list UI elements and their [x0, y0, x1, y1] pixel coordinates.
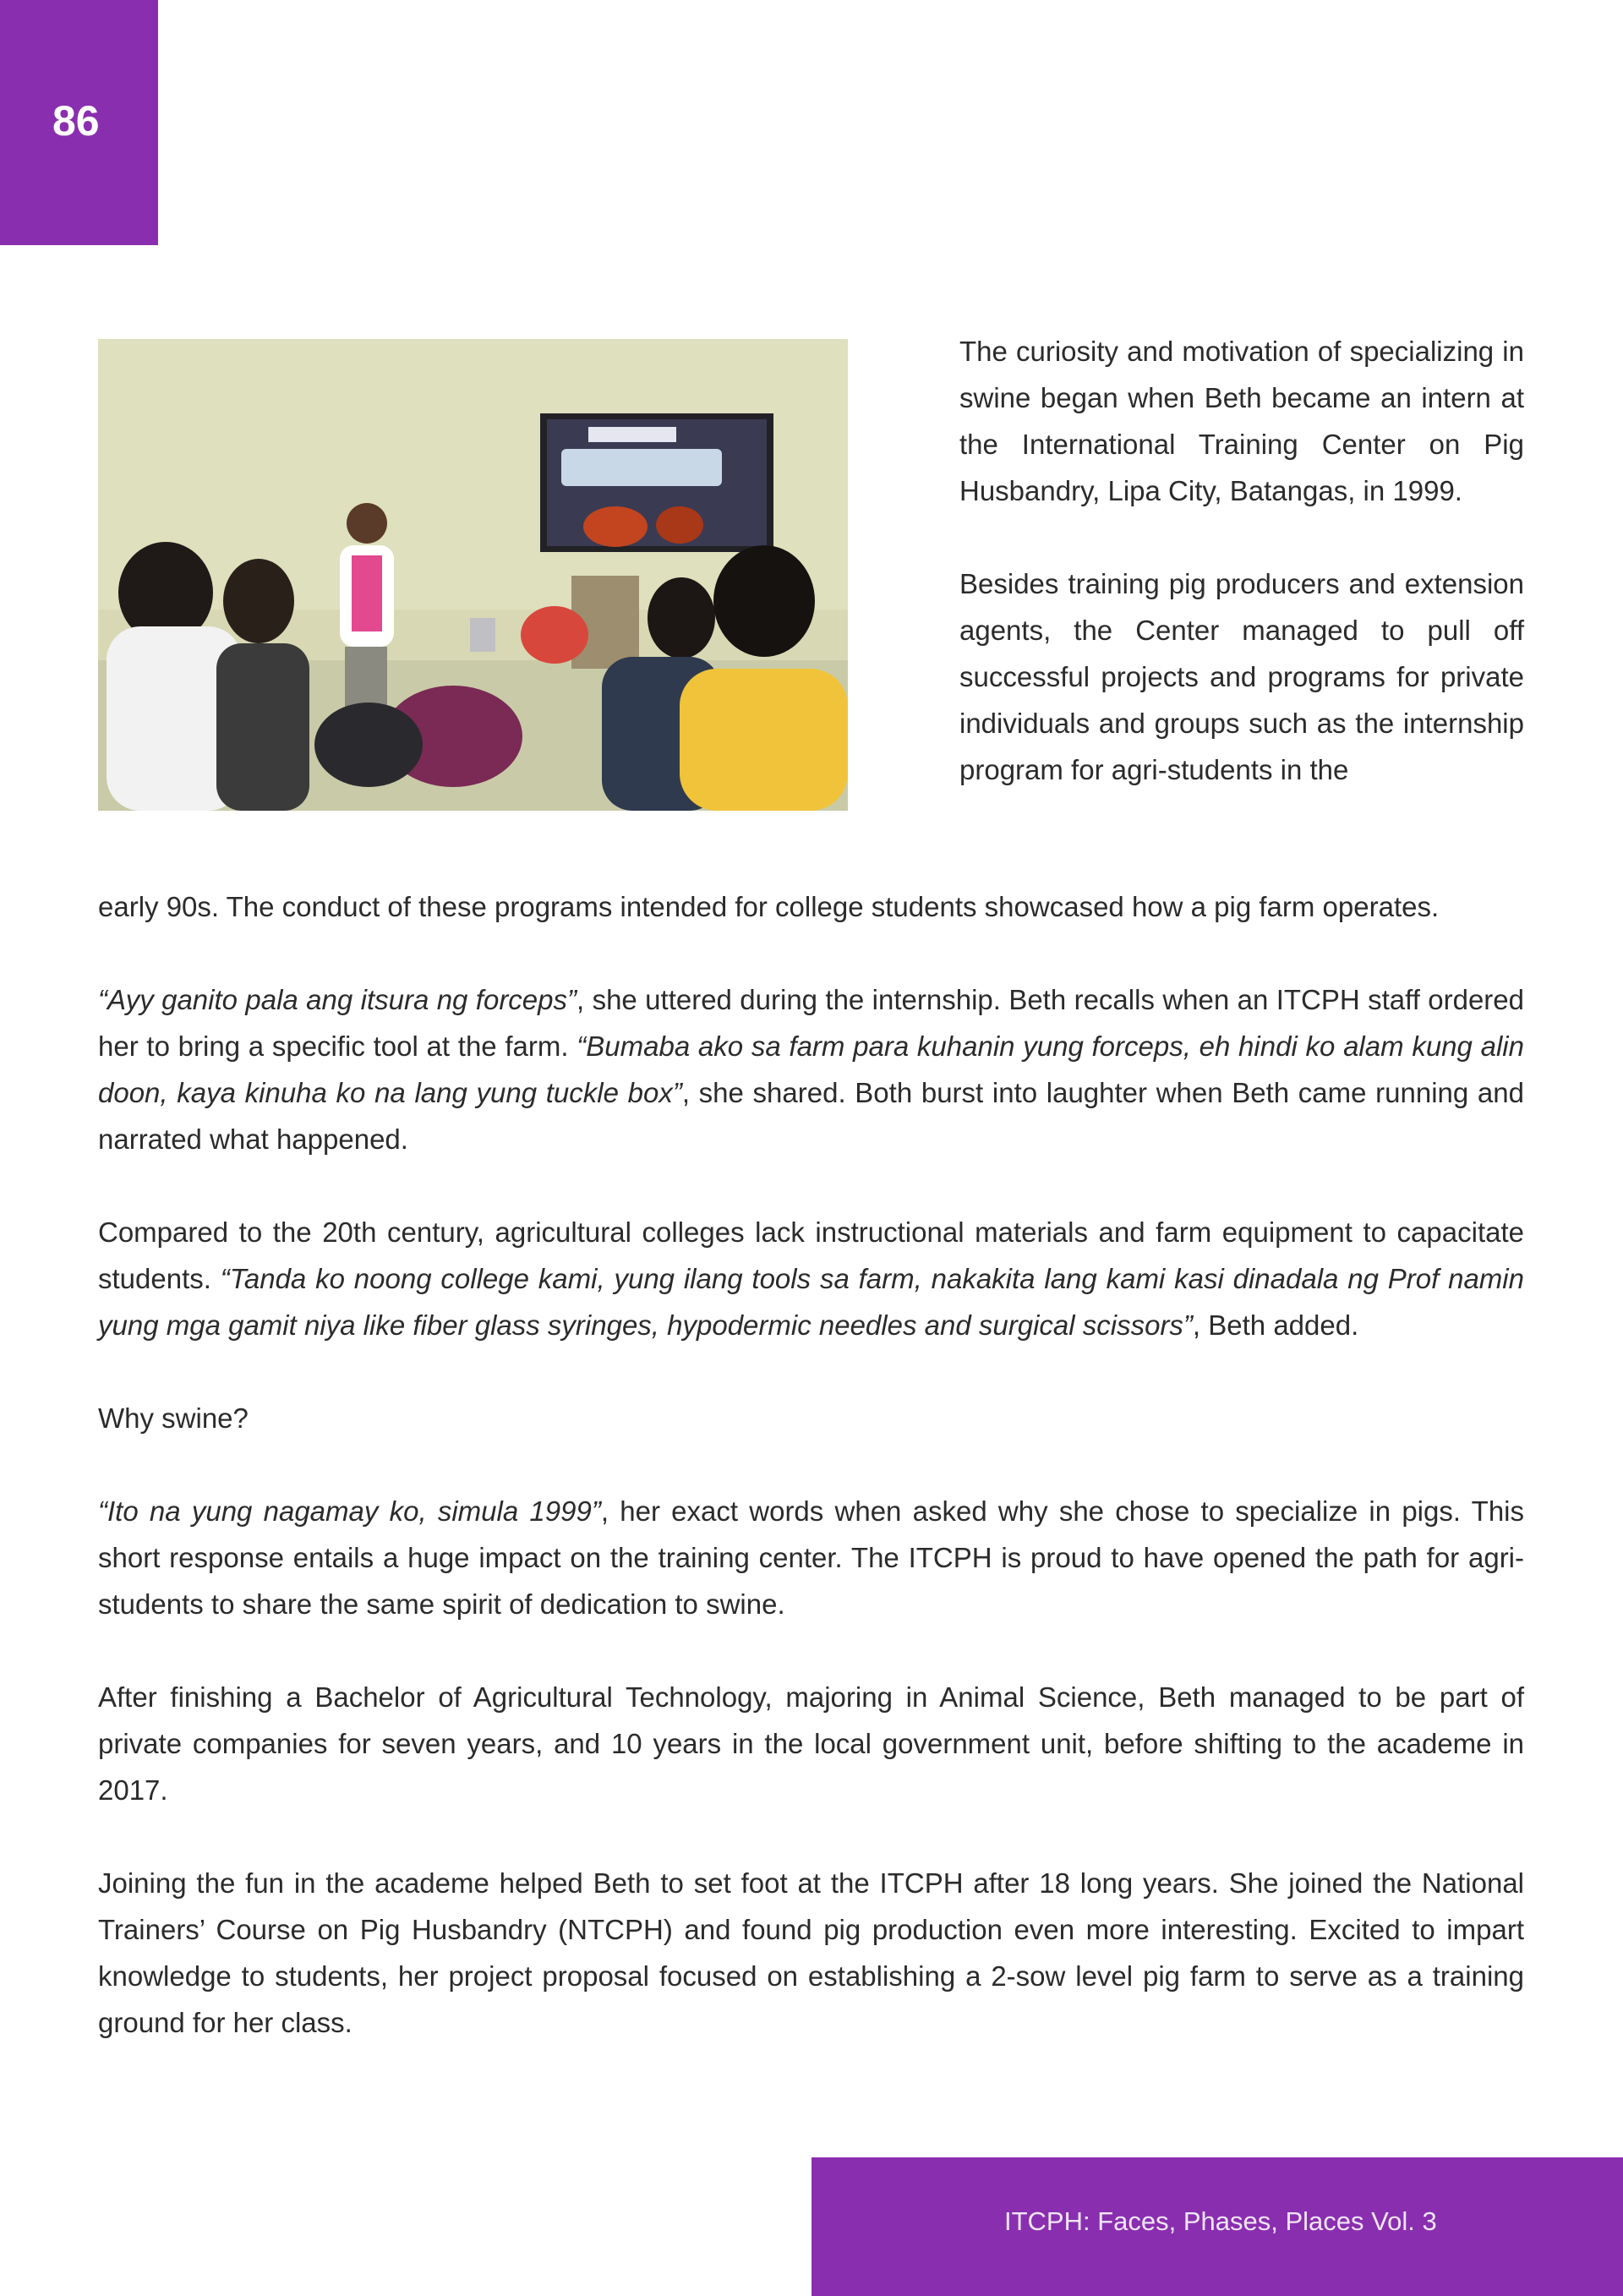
intro-column — [959, 328, 1524, 839]
article-body — [98, 883, 1524, 2092]
body-paragraph-5 — [98, 1488, 1524, 1627]
body-paragraph-3 — [98, 1209, 1524, 1348]
intro-paragraph-2: Besides training pig producers and extension agents, the Center managed to pull off successful projects and programs for private individuals and groups such as the internship program for agri-students in the — [959, 568, 1524, 785]
page-number: 86 — [52, 97, 100, 145]
body-paragraph-1: early 90s. The conduct of these programs intended for college students showcased how a pig farm operates. — [98, 891, 1440, 922]
body-paragraph-4: Why swine? — [98, 1402, 249, 1434]
body-paragraph-6: After finishing a Bachelor of Agricultural Technology, majoring in Animal Science, Beth managed to be part of private companies for seven years, and 10 years in the local government unit, before shifting to the academe in 2017. — [98, 1681, 1524, 1806]
page-number-tab — [0, 0, 158, 245]
body-text: Compared to the 20th century, agricultural colleges lack instructional materials and farm equipment to capacitate students. — [98, 1216, 1524, 1294]
classroom-photo — [98, 339, 848, 811]
body-text: , her exact words when asked why she chose to specialize in pigs. This short response entails a huge impact on the training center. The ITCPH is proud to have opened the path for agri-students to share the same spirit of dedication to swine. — [98, 1495, 1525, 1620]
body-text: , she shared. Both burst into laughter when Beth came running and narrated what happened. — [98, 1077, 1524, 1155]
quote-forceps: “Ayy ganito pala ang itsura ng forceps” — [98, 984, 577, 1015]
body-paragraph-2 — [98, 976, 1524, 1162]
body-text: , she uttered during the internship. Beth recalls when an ITCPH staff ordered her to bring a specific tool at the farm. — [98, 984, 1524, 1062]
quote-tuckle-box: “Bumaba ako sa farm para kuhanin yung forceps, eh hindi ko alam kung alin doon, kaya kinuha ko na lang yung tuckle box” — [98, 1030, 1524, 1108]
quote-since-1999: “Ito na yung nagamay ko, simula 1999” — [98, 1495, 601, 1527]
footer-title: ITCPH: Faces, Phases, Places Vol. 3 — [1004, 2206, 1437, 2236]
body-paragraph-7: Joining the fun in the academe helped Beth to set foot at the ITCPH after 18 long years. She joined the National Trainers’ Course on Pig Husbandry (NTCPH) and found pig production even more interesting. Excited to impart knowledge to students, her project proposal focused on establishing a 2-sow level pig farm to serve as a training ground for her class. — [98, 1867, 1524, 2038]
intro-paragraph-1: The curiosity and motivation of specializing in swine began when Beth became an intern at the International Training Center on Pig Husbandry, Lipa City, Batangas, in 1999. — [959, 336, 1524, 506]
quote-college-tools: “Tanda ko noong college kami, yung ilang tools sa farm, nakakita lang kami kasi dinadala ng Prof namin yung mga gamit niya like fiber glass syringes, hypodermic needles and surgical scissors” — [98, 1263, 1524, 1341]
classroom-photo-icon — [98, 339, 848, 811]
footer-band — [812, 2157, 1623, 2296]
body-text: , Beth added. — [1192, 1309, 1359, 1341]
